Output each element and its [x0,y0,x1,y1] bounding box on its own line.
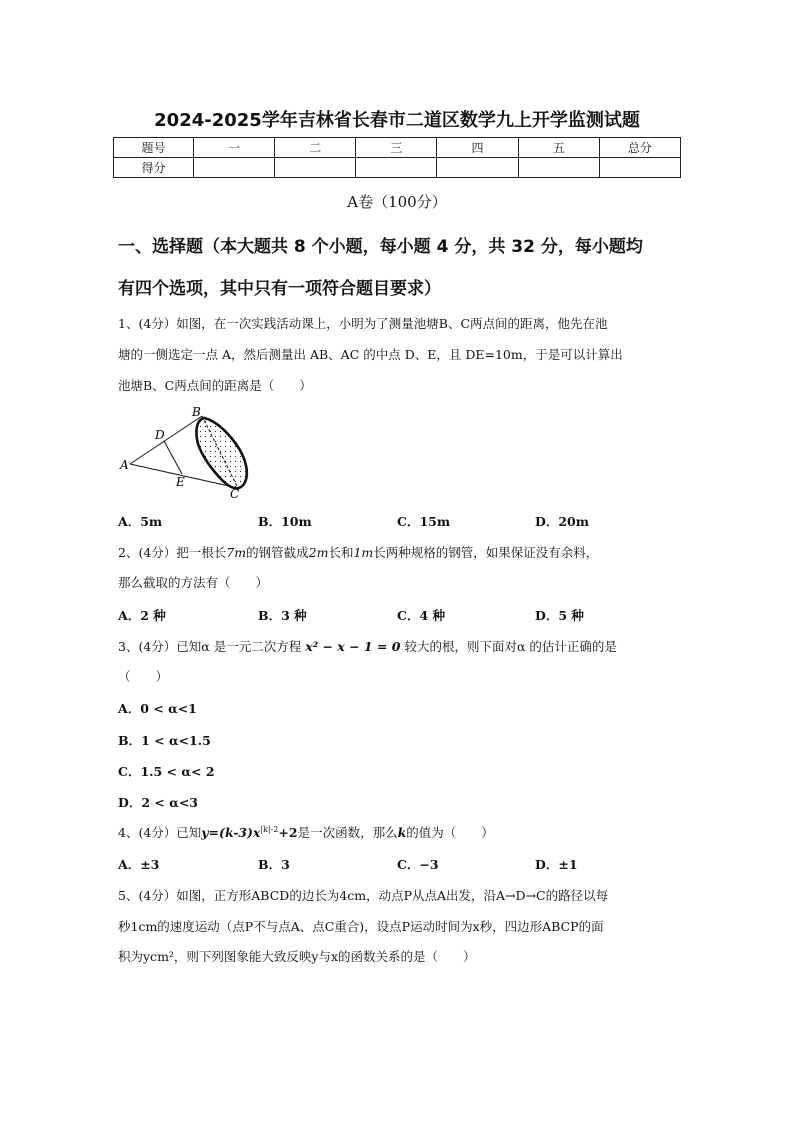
q4-text-part: 的值为（ ） [406,825,494,840]
q2-option-d[interactable]: D．5 种 [535,608,584,623]
label-c: C [230,487,240,500]
score-table-score-row [114,158,681,178]
q2-text-line2: 那么截取的方法有（ ） [118,575,269,590]
q4-expression-tail: +2 [278,825,298,840]
q3-text-part: 3、(4分）已知α 是一元二次方程 [118,639,302,654]
q4-text-line1 [118,823,688,841]
q4-text-part: 4、(4分）已知 [118,825,202,840]
label-a: A [120,458,129,472]
section-a-subtitle: A卷（100分） [347,193,447,211]
score-header-cell: 题号 [114,138,194,158]
score-header-cell: 二 [275,138,356,158]
q3-text-line2: （ ） [118,669,169,684]
q4-expression-base: y=(k-3)x [201,825,261,840]
score-cell[interactable] [356,158,437,178]
segment-de [164,441,182,474]
q3-text-line1 [118,637,688,655]
q1-text-line3: 池塘B、C两点间的距离是（ ） [118,378,312,393]
q2-text-part: 2、(4分）把一根长 [118,545,227,560]
score-header-cell: 五 [518,138,599,158]
score-cell[interactable] [275,158,356,178]
q3-option-b[interactable]: B．1 < α<1.5 [118,733,211,748]
q4-option-d[interactable]: D．±1 [535,857,578,872]
label-b: B [192,405,201,419]
q1-option-c[interactable]: C．15m [397,514,451,529]
q4-text-part: 是一次函数，那么 [297,825,398,840]
q3-equation: x² − x − 1 = 0 [305,639,401,654]
score-header-cell: 一 [194,138,275,158]
q1-option-a[interactable]: A．5m [118,514,163,529]
score-header-cell: 三 [356,138,437,158]
exam-title: 2024-2025学年吉林省长春市二道区数学九上开学监测试题 [154,110,640,131]
q2-text-part: 长和 [328,545,354,560]
q3-option-c[interactable]: C．1.5 < α< 2 [118,764,215,779]
q1-option-d[interactable]: D．20m [535,514,589,529]
q4-option-b[interactable]: B．3 [258,857,290,872]
q2-option-a[interactable]: A．2 种 [118,608,166,623]
q3-text-part: 较大的根，则下面对α 的估计正确的是 [404,639,617,654]
q5-text-line2: 秒1cm的速度运动（点P不与点A、点C重合)，设点P运动时间为x秒，四边形ABCP的面 [118,919,604,934]
score-cell[interactable] [599,158,680,178]
q2-option-c[interactable]: C．4 种 [397,608,445,623]
section-heading-line2: 有四个选项，其中只有一项符合题目要求） [118,279,441,299]
pond-shape [196,418,246,488]
section-heading-line1: 一、选择题（本大题共 8 个小题，每小题 4 分，共 32 分，每小题均 [118,237,643,257]
q1-text-line2: 塘的一侧选定一点 A，然后测量出 AB、AC 的中点 D、E，且 DE=10m，于是可以计算出 [118,347,623,362]
q1-option-b[interactable]: B．10m [258,514,312,529]
q2-option-b[interactable]: B．3 种 [258,608,307,623]
q5-text-line3: 积为ycm²，则下列图象能大致反映y与x的函数关系的是（ ） [118,949,476,964]
score-table [113,137,681,178]
q2-length-b: 1m [353,545,374,560]
score-header-cell: 四 [437,138,518,158]
score-cell[interactable] [194,158,275,178]
q2-text-line1 [118,543,688,561]
label-e: E [176,475,185,489]
score-cell[interactable] [437,158,518,178]
q1-text-line1: 1、(4分）如图，在一次实践活动课上，小明为了测量池塘B、C两点间的距离，他先在池 [118,316,608,331]
q2-text-part: 的钢管截成 [246,545,309,560]
q2-length-a: 2m [308,545,329,560]
score-cell[interactable] [518,158,599,178]
q4-option-c[interactable]: C．−3 [397,857,439,872]
q2-text-part: 长两种规格的钢管，如果保证没有余料， [373,545,599,560]
q3-option-a[interactable]: A．0 < α<1 [118,701,197,716]
pond-triangle-figure [118,404,258,500]
label-d: D [155,428,165,442]
score-table-header-row [114,138,681,158]
q4-variable-k: k [397,825,407,840]
q4-expression-exponent: |k|-2 [260,824,279,834]
segment-ab [130,416,202,464]
score-row-label: 得分 [114,158,194,178]
q4-option-a[interactable]: A．±3 [118,857,160,872]
score-header-cell: 总分 [599,138,680,158]
q2-length-total: 7m [226,545,247,560]
q3-option-d[interactable]: D．2 < α<3 [118,795,199,810]
q5-text-line1: 5、(4分）如图，正方形ABCD的边长为4cm，动点P从点A出发，沿A→D→C的路径以每 [118,888,609,903]
